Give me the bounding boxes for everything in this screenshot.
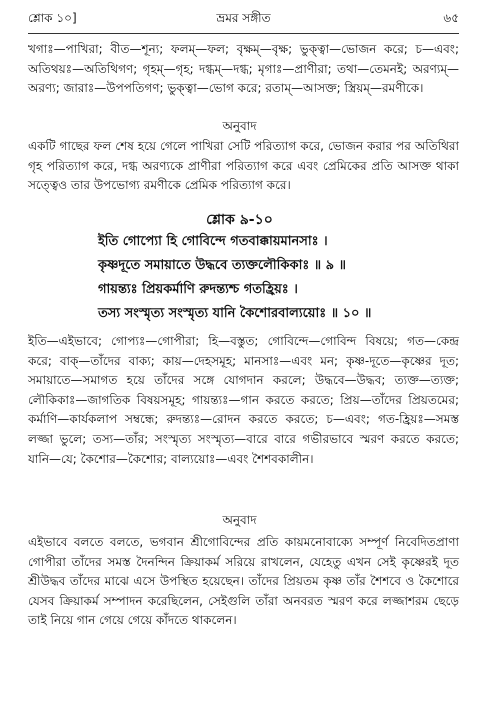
translation-heading-1: অনুবাদ [222, 119, 257, 133]
translation-section-2 [28, 533, 459, 631]
sanskrit-verse [98, 230, 459, 326]
synonyms-text-1: খগাঃ—পাখিরা; বীত—শূন্য; ফলম্—ফল; বৃক্ষম্—বৃক্ষ; ভুক্ত্বা—ভোজন করে; চ—এবং; অতিথয়ঃ—অতিথিগণ; গৃহম্—গৃহ; দগ্ধম্—দগ্ধ; মৃগাঃ—প্রাণীরা; তথা—তেমনই; অরণ্যম্—অরণ্য; জারাঃ—উপপতিগণ; ভুক্ত্বা—ভোগ করে; রতাম্—আসক্ত; স্ত্রিয়ম্—রমণীকে। [28, 42, 459, 96]
translation-section-1 [28, 137, 459, 196]
verse-heading: শ্লোক ৯-১০ [206, 212, 273, 228]
verse-reference: শ্লোক ১০] [28, 11, 77, 25]
verse-line: কৃষ্ণদূতে সমায়াতে উদ্ধবে ত্যক্তলৌকিকাঃ ॥ ৯ ॥ [98, 258, 346, 273]
synonyms-text-2: ইতি—এইভাবে; গোপ্যঃ—গোপীরা; হি—বস্তুত; গোবিন্দে—গোবিন্দ বিষয়ে; গত—কেন্দ্র করে; বাক্—তাঁদের বাক্য; কায়—দেহসমূহ; মানসাঃ—এবং মন; কৃষ্ণ-দূতে—কৃষ্ণের দূত; সমায়াতে—সমাগত হয়ে তাঁদের সঙ্গে যোগদান করলে; উদ্ধবে—উদ্ধব; ত্যক্ত—ত্যক্ত; লৌকিকাঃ—জাগতিক বিষয়সমূহ; গায়ন্ত্যঃ—গান করতে করতে; প্রিয়—তাঁদের প্রিয়তমের; কর্মাণি—কার্যকলাপ সম্বন্ধে; রুদন্ত্যঃ—রোদন করতে করতে; চ—এবং; গত-হ্রিয়ঃ—সমস্ত লজ্জা ভুলে; তস্য—তাঁর; সংস্মৃত্য সংস্মৃত্য—বারে বারে গভীরভাবে স্মরণ করতে করতে; যানি—যে; কৈশোর—কৈশোর; বাল্যয়োঃ—এবং শৈশবকালীন। [28, 334, 459, 466]
header-rule [28, 33, 459, 34]
translation-heading-2: অনুবাদ [222, 513, 257, 527]
verse-line: ইতি গোপ্যো হি গোবিন্দে গতবাক্কায়মানসাঃ । [98, 234, 328, 249]
synonyms-section-2 [28, 332, 459, 469]
page-number: ৬৫ [443, 11, 459, 25]
synonyms-section-1 [28, 40, 459, 99]
verse-line: তস্য সংস্মৃত্য সংস্মৃত্য যানি কৈশোরবাল্যয়োঃ ॥ ১০ ॥ [98, 306, 372, 321]
chapter-title: ভ্রমর সঙ্গীত [216, 11, 271, 25]
translation-text-2: এইভাবে বলতে বলতে, ভগবান শ্রীগোবিন্দের প্রতি কায়মনোবাক্যে সম্পূর্ণ নিবেদিতপ্রাণা গোপীরা তাঁদের সমস্ত দৈনন্দিন ক্রিয়াকর্ম সরিয়ে রাখলেন, যেহেতু এখন সেই কৃষ্ণেরই দূত শ্রীউদ্ধব তাঁদের মাঝে এসে উপস্থিত হয়েছেন। তাঁদের প্রিয়তম কৃষ্ণ তাঁর শৈশবে ও কৈশোরে যেসব ক্রিয়াকর্ম সম্পাদন করেছিলেন, সেইগুলি তাঁরা অনবরত স্মরণ করে লজ্জাশরম ছেড়ে তাই নিয়ে গান গেয়ে গেয়ে কাঁদতে থাকলেন। [28, 535, 459, 628]
verse-line: গায়ন্ত্যঃ প্রিয়কর্মাণি রুদন্ত্যশ্চ গতহ্রিয়ঃ । [98, 282, 298, 297]
translation-text-1: একটি গাছের ফল শেষ হয়ে গেলে পাখিরা সেটি পরিত্যাগ করে, ভোজন করার পর অতিথিরা গৃহ পরিত্যাগ করে, দগ্ধ অরণ্যকে প্রাণীরা পরিত্যাগ করে এবং প্রেমিকের প্রতি আসক্ত থাকা সত্ত্বেও তার উপভোগ্য রমণীকে প্রেমিক পরিত্যাগ করে। [28, 139, 459, 193]
page-header [28, 8, 459, 32]
